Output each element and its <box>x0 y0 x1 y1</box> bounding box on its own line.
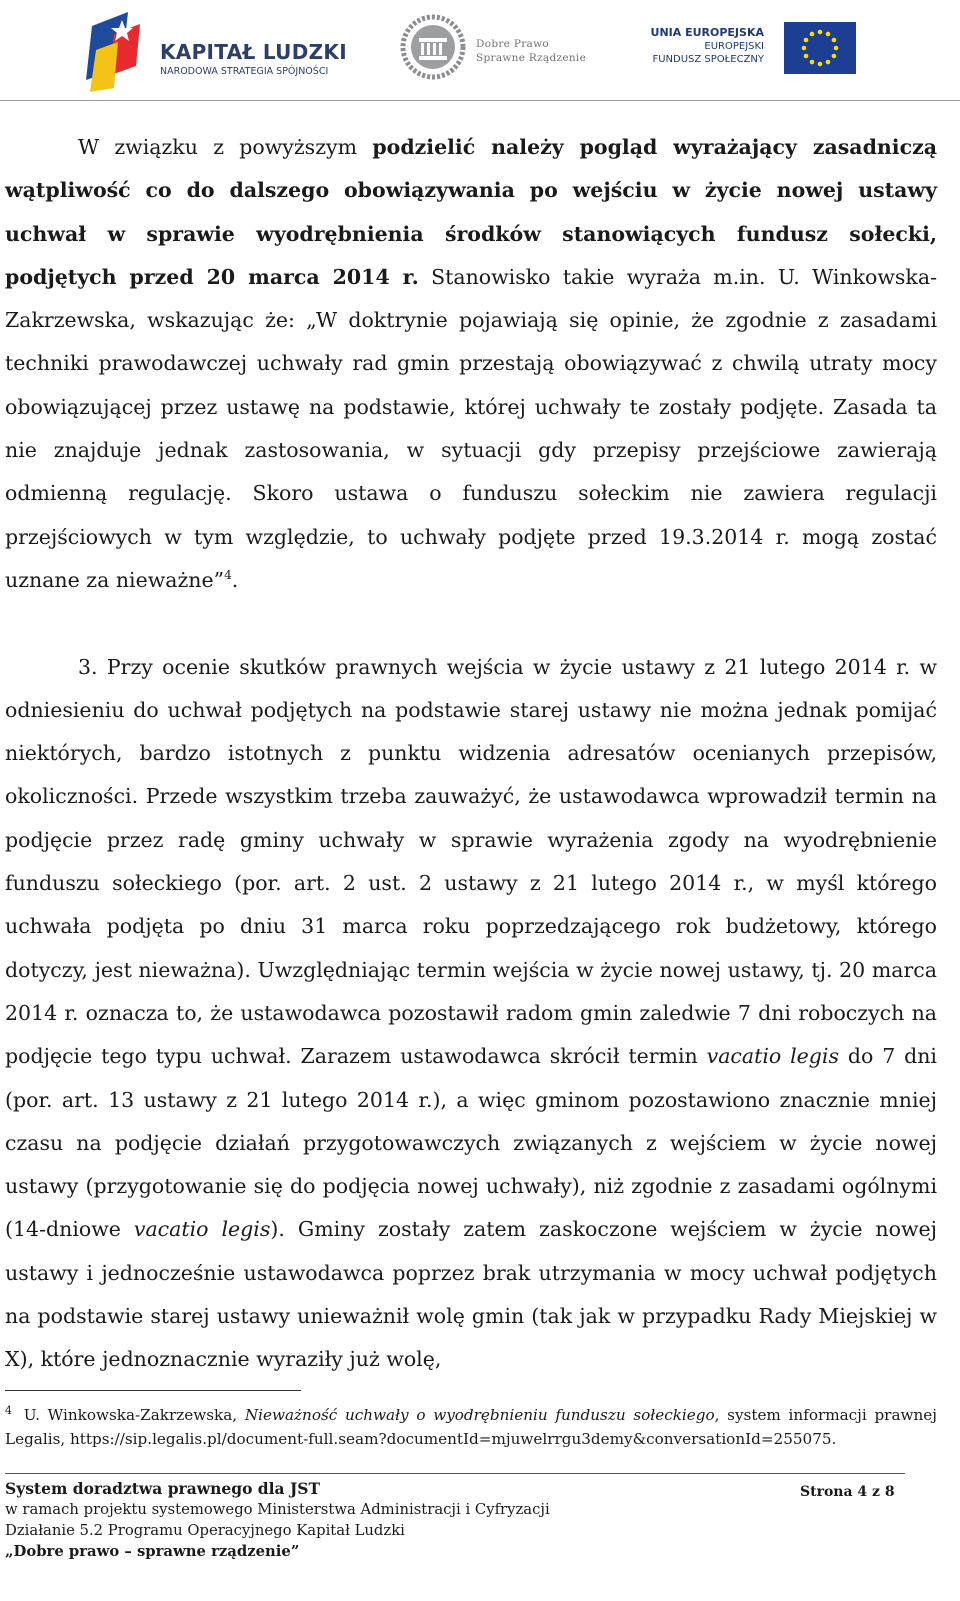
footer-slogan: „Dobre prawo – sprawne rządzenie” <box>5 1543 300 1560</box>
footnote-number: 4 <box>5 1403 12 1417</box>
footnote-ref-4[interactable]: 4 <box>224 568 232 583</box>
p2-text-1: 3. Przy ocenie skutków prawnych wejścia w życie ustawy z 21 lutego 2014 r. w odniesieniu do uchwał podjętych na podstawie starej ustawy nie można jednak pomijać niektórych, bardzo istotnych z punktu widzenia adresatów ocenianych przepisów, okoliczności. Przede wszystkim trzeba zauważyć, że ustawodawca wprowadził termin na podjęcie przez radę gminy uchwały w sprawie wyrażenia zgody na wyodrębnienie funduszu sołeckiego (por. art. 2 ust. 2 ustawy z 21 lutego 2014 r., w myśl którego uchwała podjęta po dniu 31 marca roku poprzedzającego rok budżetowy, którego dotyczy, jest nieważna). Uwzględniając termin wejścia w życie nowej ustawy, tj. 20 marca 2014 r. oznacza to, że ustawodawca pozostawił radom gmin zaledwie 7 dni roboczych na podjęcie tego typu uchwał. Zarazem ustawodawca skrócił termin <box>5 654 937 1069</box>
eu-line2: EUROPEJSKI <box>704 41 764 52</box>
dobre-prawo-emblem-icon <box>400 12 466 82</box>
footnote-text-2: , system informacji prawnej Legalis, https://sip.legalis.pl/document-full.seam?documentId=mjuwelrrgu3demy&conversationId=255075. <box>5 1406 937 1448</box>
kapital-ludzki-emblem-icon <box>78 6 158 94</box>
document-body <box>5 126 937 1382</box>
kapital-ludzki-subtitle: NARODOWA STRATEGIA SPÓJNOŚCI <box>160 66 329 77</box>
dobre-prawo-line2: Sprawne Rządzenie <box>476 52 587 64</box>
paragraph-2 <box>5 646 937 1382</box>
page-footer <box>5 1478 905 1562</box>
p1-bold-statement: podzielić należy pogląd wyrażający zasadniczą wątpliwość co do dalszego obowiązywania po wejściu w życie nowej ustawy uchwał w sprawie wyodrębnienia środków stanowiących fundusz sołecki, podjętych przed 20 marca 2014 r. <box>5 135 937 289</box>
page-number: Strona 4 z 8 <box>800 1484 895 1500</box>
header-divider <box>0 100 960 101</box>
footnote-text-1: U. Winkowska-Zakrzewska, <box>16 1406 245 1424</box>
footer-line-2: Działanie 5.2 Programu Operacyjnego Kapitał Ludzki <box>5 1522 405 1539</box>
eu-text-block <box>651 26 764 66</box>
eu-line3: FUNDUSZ SPOŁECZNY <box>652 54 764 65</box>
p2-italic-2: vacatio legis <box>133 1217 271 1242</box>
p1-text-2: Stanowisko takie wyraża m.in. U. Winkowska-Zakrzewska, wskazując że: „W doktrynie pojawiają się opinie, że zgodnie z zasadami techniki prawodawczej uchwały rad gmin przestają obowiązywać z chwilą utraty mocy obowiązującej przez ustawę na podstawie, której uchwały te zostały podjęte. Zasada ta nie znajduje jednak zastosowania, w sytuacji gdy przepisy przejściowe zawierają odmienną regulację. Skoro ustawa o funduszu sołeckim nie zawiera regulacji przejściowych w tym względzie, to uchwały podjęte przed 19.3.2014 r. mogą zostać uznane za nieważne” <box>5 264 937 592</box>
page-header <box>0 0 960 100</box>
p2-italic-1: vacatio legis <box>706 1044 840 1069</box>
footer-divider <box>5 1473 905 1474</box>
dobre-prawo-line1: Dobre Prawo <box>476 38 549 50</box>
eu-flag-icon <box>784 22 856 74</box>
footnote-italic-title: Nieważność uchwały o wyodrębnieniu funduszu sołeckiego <box>244 1406 715 1424</box>
footnote-divider <box>5 1390 301 1391</box>
footer-line-1: w ramach projektu systemowego Ministerstwa Administracji i Cyfryzacji <box>5 1501 550 1518</box>
paragraph-1 <box>5 126 937 602</box>
p1-text-3: . <box>231 567 239 592</box>
p2-text-3: ). Gminy zostały zatem zaskoczone wejściem w życie nowej ustawy i jednocześnie ustawodawca poprzez brak utrzymania w mocy uchwał podjętych na podstawie starej ustawy unieważnił wolę gmin (tak jak w przypadku Rady Miejskiej w X), które jednoznacznie wyraziły już wolę, <box>5 1217 938 1372</box>
footer-title: System doradztwa prawnego dla JST <box>5 1479 321 1498</box>
kapital-ludzki-logo <box>78 6 348 94</box>
footnote-4 <box>5 1403 937 1451</box>
eu-line1: UNIA EUROPEJSKA <box>650 26 764 39</box>
p2-text-2: do 7 dni (por. art. 13 ustawy z 21 lutego 2014 r.), a więc gminom pozostawiono znacznie mniej czasu na podjęcie działań przygotowawczych związanych z wejściem w życie nowej ustawy (przygotowanie się do podjęcia nowej uchwały), niż zgodnie z zasadami ogólnymi (14-dniowe <box>5 1044 937 1242</box>
p1-text-1: W związku z powyższym <box>78 135 373 159</box>
kapital-ludzki-title: KAPITAŁ LUDZKI <box>160 40 347 64</box>
dobre-prawo-logo <box>400 12 600 88</box>
eu-logo <box>650 18 860 80</box>
